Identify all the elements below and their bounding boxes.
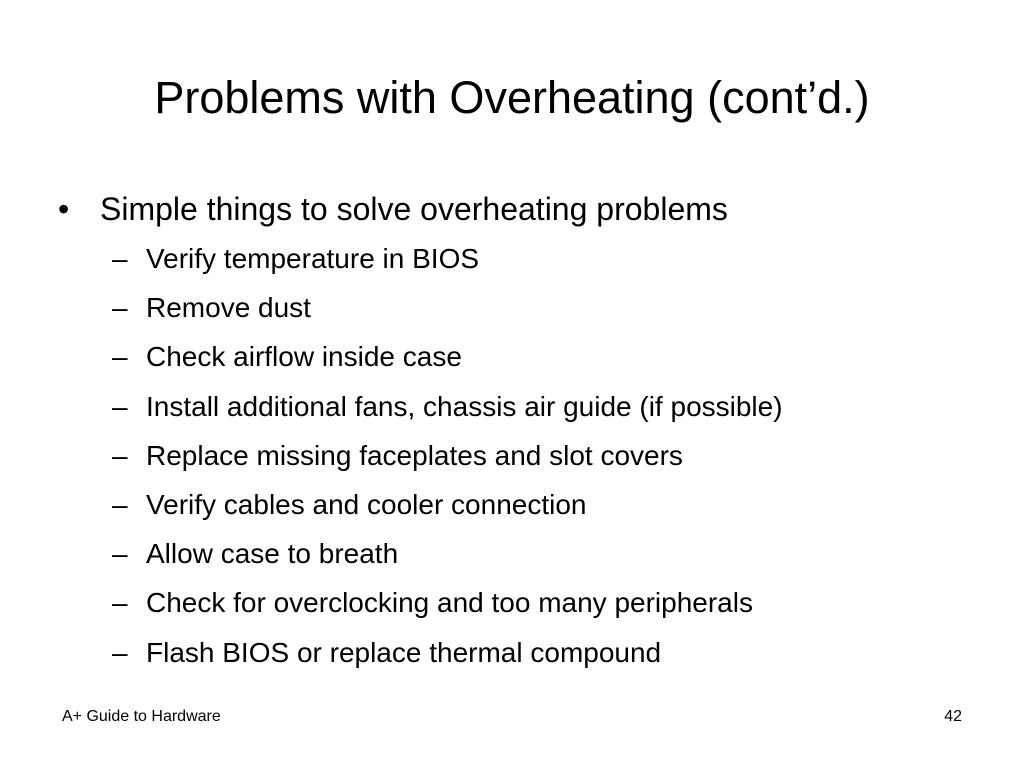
footer-course-title: A+ Guide to Hardware <box>62 708 221 725</box>
bullet-marker: • <box>58 191 70 227</box>
main-bullet-text: Simple things to solve overheating problems <box>100 191 728 227</box>
dash-marker: – <box>112 390 128 422</box>
sub-bullet-text: Allow case to breath <box>146 538 399 570</box>
dash-marker: – <box>112 488 128 520</box>
dash-marker: – <box>112 439 128 471</box>
sub-bullet-text: Replace missing faceplates and slot covers <box>146 439 683 471</box>
sub-bullet-item <box>112 334 783 383</box>
dash-marker: – <box>112 636 128 668</box>
dash-marker: – <box>112 538 128 570</box>
slide-title: Problems with Overheating (cont’d.) <box>154 72 870 123</box>
main-bullet <box>58 186 728 232</box>
sub-bullet-item <box>112 285 783 334</box>
sub-bullet-text: Install additional fans, chassis air guide (if possible) <box>146 390 783 422</box>
sub-bullet-text: Verify cables and cooler connection <box>146 488 587 520</box>
sub-bullet-item <box>112 630 783 679</box>
sub-bullet-list <box>112 236 783 679</box>
dash-marker: – <box>112 341 128 373</box>
sub-bullet-item <box>112 482 783 531</box>
sub-bullet-item <box>112 580 783 629</box>
dash-marker: – <box>112 587 128 619</box>
dash-marker: – <box>112 243 128 274</box>
sub-bullet-text: Remove dust <box>146 292 311 324</box>
sub-bullet-item <box>112 531 783 580</box>
sub-bullet-text: Check airflow inside case <box>146 341 462 373</box>
sub-bullet-item <box>112 236 783 285</box>
sub-bullet-text: Verify temperature in BIOS <box>146 243 480 274</box>
sub-bullet-item <box>112 433 783 482</box>
sub-bullet-text: Check for overclocking and too many peripherals <box>146 587 753 619</box>
slide-number: 42 <box>944 708 962 725</box>
sub-bullet-text: Flash BIOS or replace thermal compound <box>146 636 662 668</box>
dash-marker: – <box>112 292 128 324</box>
sub-bullet-item <box>112 384 783 433</box>
